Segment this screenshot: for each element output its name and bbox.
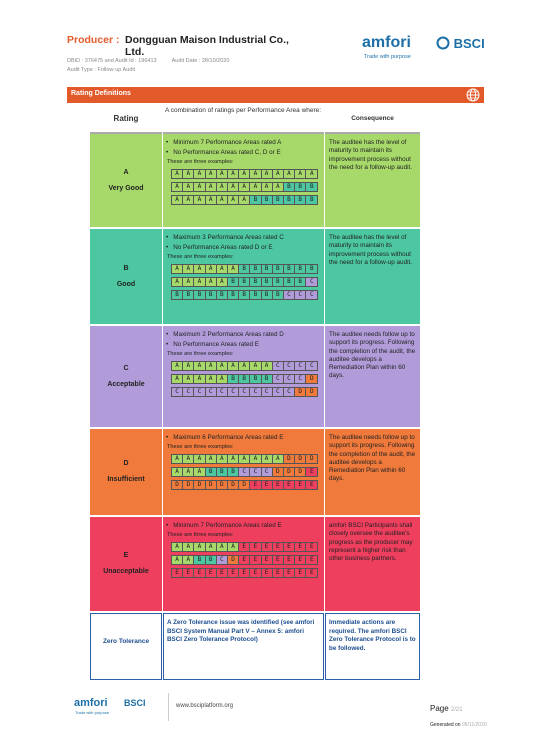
rating-cell: E: [262, 481, 273, 489]
grade-row: [90, 134, 420, 227]
rating-cell: A: [183, 556, 194, 564]
zero-tolerance-label: Zero Tolerance: [90, 613, 162, 680]
grade-cell: [90, 229, 162, 324]
rating-cell: A: [228, 265, 239, 273]
examples-label: These are three examples:: [167, 159, 234, 165]
rating-cell: A: [239, 455, 250, 463]
rating-cell: D: [194, 481, 205, 489]
rating-cell: D: [295, 388, 306, 396]
rating-cell: C: [228, 388, 239, 396]
rating-cell: A: [172, 468, 183, 476]
footer-url[interactable]: www.bsciplatform.org: [176, 703, 234, 709]
rating-cell: C: [262, 468, 273, 476]
rating-cell: A: [250, 183, 261, 191]
rating-cell: B: [194, 556, 205, 564]
zero-tolerance-text: A Zero Tolerance issue was identified (see amfori BSCI System Manual Part V – Annex 5: amfori BSCI Zero Tolerance Protocol): [163, 613, 324, 680]
rating-cell: A: [228, 362, 239, 370]
example-strip: [171, 277, 318, 287]
rating-cell: A: [217, 183, 228, 191]
header-rating: Rating: [90, 104, 162, 134]
rating-cell: D: [284, 455, 295, 463]
rating-cell: B: [250, 291, 261, 299]
rating-cell: B: [217, 468, 228, 476]
rating-cell: A: [206, 183, 217, 191]
examples-label: These are three examples:: [167, 254, 234, 260]
rating-cell: D: [239, 481, 250, 489]
consequence-cell: [325, 229, 420, 324]
rating-cell: D: [295, 455, 306, 463]
rating-cell: A: [273, 170, 284, 178]
zero-tolerance-consequence: Immediate actions are required. The amfori BSCI Zero Tolerance Protocol is to be followed.: [325, 613, 420, 680]
rating-cell: E: [194, 569, 205, 577]
bsci-ring-icon: [436, 36, 450, 50]
example-strip: [171, 361, 318, 371]
examples-label: These are three examples:: [167, 444, 234, 450]
rating-cell: E: [273, 556, 284, 564]
rating-cell: D: [306, 375, 317, 383]
example-strip: [171, 555, 318, 565]
header-combination: A combination of ratings per Performance Area where:: [163, 104, 324, 134]
rating-cell: A: [194, 543, 205, 551]
condition-bullet: • Maximum 6 Performance Areas rated E: [166, 434, 283, 441]
rating-cell: D: [217, 481, 228, 489]
rating-cell: D: [306, 455, 317, 463]
rating-cell: B: [273, 291, 284, 299]
rating-cell: B: [262, 265, 273, 273]
rating-cell: E: [273, 543, 284, 551]
rating-cell: A: [183, 183, 194, 191]
rating-cell: E: [273, 481, 284, 489]
rating-cell: E: [284, 569, 295, 577]
grade-row: [90, 229, 420, 324]
rating-cell: E: [250, 569, 261, 577]
rating-cell: D: [228, 481, 239, 489]
rating-cell: A: [295, 170, 306, 178]
rating-cell: A: [172, 375, 183, 383]
rating-cell: B: [273, 265, 284, 273]
zero-tolerance-row: [90, 613, 420, 680]
rating-cell: E: [262, 569, 273, 577]
rating-cell: C: [239, 388, 250, 396]
rating-cell: A: [172, 278, 183, 286]
example-strip: [171, 568, 318, 578]
rating-cell: B: [284, 278, 295, 286]
rating-cell: E: [262, 543, 273, 551]
rating-cell: A: [206, 278, 217, 286]
grade-cell: [90, 517, 162, 611]
rating-cell: B: [306, 196, 317, 204]
grade-code: B: [123, 264, 129, 272]
rating-cell: B: [250, 278, 261, 286]
amfori-logo: [362, 34, 492, 64]
page-label: Page: [430, 704, 449, 713]
rating-cell: A: [228, 196, 239, 204]
rating-cell: B: [273, 196, 284, 204]
rating-cell: C: [284, 291, 295, 299]
rating-cell: B: [306, 265, 317, 273]
rating-cell: E: [239, 556, 250, 564]
rating-cell: A: [250, 362, 261, 370]
rating-cell: C: [194, 388, 205, 396]
rating-cell: A: [228, 455, 239, 463]
rating-cell: B: [306, 183, 317, 191]
rating-cell: E: [295, 556, 306, 564]
rating-cell: A: [183, 468, 194, 476]
brand-tagline: Trade with purpose: [364, 54, 411, 60]
rating-cell: A: [217, 170, 228, 178]
grade-name: Unacceptable: [103, 568, 149, 575]
rating-cell: B: [194, 291, 205, 299]
rating-cell: A: [217, 543, 228, 551]
rating-cell: C: [273, 362, 284, 370]
grade-row: [90, 429, 420, 515]
grade-name: Acceptable: [107, 380, 145, 388]
rating-cell: E: [273, 569, 284, 577]
header-consequence: Consequence: [325, 104, 420, 134]
rating-cell: A: [194, 455, 205, 463]
generated-date: 05/11/2020: [461, 722, 487, 728]
grade-name: Very Good: [108, 184, 144, 192]
rating-cell: E: [250, 481, 261, 489]
brand-bsci: [436, 36, 485, 51]
grade-row: [90, 517, 420, 611]
rating-cell: D: [228, 556, 239, 564]
rating-cell: B: [239, 265, 250, 273]
rating-cell: B: [228, 278, 239, 286]
example-strip: [171, 374, 318, 384]
rating-cell: B: [262, 375, 273, 383]
rating-cell: E: [239, 543, 250, 551]
rating-cell: C: [273, 388, 284, 396]
rating-cell: B: [239, 291, 250, 299]
rating-cell: A: [194, 196, 205, 204]
combination-cell: [163, 429, 324, 515]
rating-cell: C: [284, 388, 295, 396]
rating-cell: A: [183, 543, 194, 551]
rating-cell: A: [172, 265, 183, 273]
rating-cell: D: [172, 481, 183, 489]
rating-cell: C: [295, 362, 306, 370]
table-header-row: [90, 104, 420, 134]
grade-name: Insufficient: [107, 476, 145, 483]
rating-cell: C: [183, 388, 194, 396]
rating-cell: B: [172, 291, 183, 299]
example-strip: [171, 182, 318, 192]
rating-cell: A: [262, 170, 273, 178]
rating-cell: B: [250, 375, 261, 383]
rating-cell: B: [295, 265, 306, 273]
rating-cell: E: [295, 543, 306, 551]
condition-bullet: • Minimum 7 Performance Areas rated E: [166, 522, 282, 529]
dbid: DBID : 376475 and Audit Id : 196413: [67, 58, 157, 64]
rating-cell: E: [306, 481, 317, 489]
rating-cell: E: [250, 543, 261, 551]
consequence-cell: [325, 134, 420, 227]
rating-cell: A: [206, 196, 217, 204]
rating-cell: A: [194, 170, 205, 178]
grade-name: Good: [116, 280, 136, 288]
example-strip: [171, 387, 318, 397]
combination-cell: [163, 229, 324, 324]
condition-bullet: • No Performance Areas rated D or E: [166, 244, 273, 251]
rating-cell: B: [206, 291, 217, 299]
rating-cell: A: [217, 455, 228, 463]
brand-suffix: BSCI: [453, 36, 485, 51]
rating-cell: A: [262, 183, 273, 191]
rating-cell: A: [183, 375, 194, 383]
rating-cell: B: [250, 265, 261, 273]
rating-cell: C: [262, 388, 273, 396]
rating-cell: A: [284, 170, 295, 178]
combination-cell: [163, 326, 324, 427]
rating-cell: B: [250, 196, 261, 204]
rating-cell: B: [228, 468, 239, 476]
rating-cell: A: [183, 265, 194, 273]
rating-cell: D: [183, 481, 194, 489]
rating-cell: B: [183, 291, 194, 299]
rating-cell: C: [217, 388, 228, 396]
rating-cell: E: [172, 569, 183, 577]
page-indicator: [430, 704, 463, 713]
rating-cell: A: [217, 265, 228, 273]
producer-label: Producer :: [67, 34, 120, 46]
rating-cell: A: [194, 265, 205, 273]
producer-name: Dongguan Maison Industrial Co., Ltd.: [125, 34, 289, 58]
footer-amfori-logo: [74, 697, 159, 717]
rating-cell: B: [262, 196, 273, 204]
condition-bullet: • Maximum 3 Performance Areas rated C: [166, 234, 284, 241]
consequence-text: amfori BSCI Participants shall closely oversee the auditee's progress as the producer may represent a higher risk than other business partners.: [329, 522, 413, 563]
rating-cell: A: [228, 183, 239, 191]
rating-cell: B: [262, 291, 273, 299]
rating-cell: A: [183, 278, 194, 286]
audit-type: Audit Type : Follow-up Audit: [67, 67, 136, 73]
condition-bullet: • No Performance Areas rated E: [166, 341, 259, 348]
rating-cell: B: [228, 291, 239, 299]
rating-cell: E: [228, 569, 239, 577]
section-title: Rating Definitions: [71, 90, 131, 97]
footer-tagline: Trade with purpose: [75, 710, 110, 715]
rating-cell: A: [262, 362, 273, 370]
example-strip: [171, 480, 318, 490]
example-strip: [171, 195, 318, 205]
rating-cell: A: [172, 196, 183, 204]
rating-cell: E: [239, 569, 250, 577]
rating-cell: A: [217, 362, 228, 370]
rating-cell: B: [262, 278, 273, 286]
rating-cell: E: [295, 481, 306, 489]
rating-cell: B: [284, 265, 295, 273]
rating-cell: C: [239, 468, 250, 476]
rating-cell: E: [306, 543, 317, 551]
rating-cell: C: [172, 388, 183, 396]
rating-cell: A: [306, 170, 317, 178]
rating-cell: C: [306, 278, 317, 286]
rating-cell: C: [273, 375, 284, 383]
rating-cell: A: [239, 183, 250, 191]
rating-cell: D: [273, 468, 284, 476]
rating-cell: A: [273, 455, 284, 463]
rating-cell: A: [206, 265, 217, 273]
rating-cell: D: [284, 468, 295, 476]
rating-cell: A: [183, 196, 194, 204]
generated-label: Generated on: [430, 722, 461, 728]
rating-cell: C: [206, 388, 217, 396]
rating-cell: A: [183, 170, 194, 178]
rating-cell: A: [172, 183, 183, 191]
rating-cell: B: [295, 196, 306, 204]
rating-cell: A: [206, 455, 217, 463]
rating-cell: A: [217, 196, 228, 204]
rating-cell: C: [250, 388, 261, 396]
rating-cell: A: [239, 196, 250, 204]
combination-cell: [163, 517, 324, 611]
rating-cell: C: [306, 291, 317, 299]
condition-bullet: • Maximum 2 Performance Areas rated D: [166, 331, 284, 338]
rating-cell: A: [217, 375, 228, 383]
rating-cell: A: [206, 375, 217, 383]
rating-cell: A: [239, 362, 250, 370]
rating-cell: E: [284, 556, 295, 564]
grade-cell: [90, 134, 162, 227]
rating-cell: B: [295, 183, 306, 191]
rating-cell: A: [262, 455, 273, 463]
rating-cell: A: [183, 455, 194, 463]
rating-cell: C: [306, 362, 317, 370]
rating-cell: C: [217, 556, 228, 564]
example-strip: [171, 290, 318, 300]
rating-cell: A: [273, 183, 284, 191]
rating-cell: A: [194, 375, 205, 383]
footer-brand-word: amfori: [74, 697, 108, 709]
rating-cell: A: [194, 183, 205, 191]
brand-word: amfori: [362, 34, 411, 51]
rating-cell: B: [239, 278, 250, 286]
rating-cell: C: [284, 375, 295, 383]
rating-cell: A: [183, 362, 194, 370]
example-strip: [171, 454, 318, 464]
rating-cell: B: [284, 183, 295, 191]
example-strip: [171, 542, 318, 552]
footer-brand-bsci: BSCI: [124, 698, 146, 708]
rating-cell: E: [284, 543, 295, 551]
grade-code: D: [123, 460, 129, 467]
rating-cell: B: [228, 375, 239, 383]
examples-label: These are three examples:: [167, 532, 234, 538]
rating-cell: E: [217, 569, 228, 577]
grade-row: [90, 326, 420, 427]
rating-cell: A: [172, 170, 183, 178]
condition-bullet: • Minimum 7 Performance Areas rated A: [166, 139, 281, 146]
condition-bullet: • No Performance Areas rated C, D or E: [166, 149, 281, 156]
consequence-cell: [325, 429, 420, 515]
grade-code: E: [123, 552, 129, 559]
page-number: 2/21: [450, 707, 463, 713]
consequence-text: The auditee has the level of maturity to maintain its improvement process without the need for a follow-up audit.: [329, 234, 412, 266]
rating-cell: A: [228, 543, 239, 551]
dbid-line: [67, 58, 229, 64]
combination-cell: [163, 134, 324, 227]
rating-cell: C: [284, 362, 295, 370]
rating-cell: A: [206, 362, 217, 370]
example-strip: [171, 467, 318, 477]
rating-cell: E: [306, 556, 317, 564]
rating-cell: E: [295, 569, 306, 577]
rating-cell: A: [172, 455, 183, 463]
rating-cell: C: [250, 468, 261, 476]
rating-cell: B: [206, 468, 217, 476]
rating-cell: E: [306, 468, 317, 476]
rating-cell: C: [295, 375, 306, 383]
rating-cell: E: [306, 569, 317, 577]
rating-cell: E: [206, 569, 217, 577]
rating-cell: A: [239, 170, 250, 178]
example-strip: [171, 264, 318, 274]
rating-cell: A: [194, 468, 205, 476]
consequence-text: The auditee needs follow up to support its progress. Following the completion of the audit, the auditee develops a Remediation Plan within 60 days.: [329, 331, 416, 380]
rating-cell: A: [250, 455, 261, 463]
rating-cell: B: [206, 556, 217, 564]
rating-cell: A: [228, 170, 239, 178]
rating-cell: B: [273, 278, 284, 286]
rating-cell: E: [262, 556, 273, 564]
rating-cell: A: [194, 362, 205, 370]
rating-cell: D: [206, 481, 217, 489]
section-header: [67, 87, 484, 103]
example-strip: [171, 169, 318, 179]
grade-cell: [90, 429, 162, 515]
grade-code: C: [123, 364, 129, 372]
rating-cell: C: [295, 291, 306, 299]
consequence-cell: [325, 326, 420, 427]
generated-on: [430, 722, 487, 728]
rating-cell: E: [183, 569, 194, 577]
audit-date: Audit Date : 28/10/2020: [171, 58, 230, 64]
rating-cell: D: [295, 468, 306, 476]
rating-cell: A: [172, 556, 183, 564]
rating-cell: B: [239, 375, 250, 383]
rating-cell: A: [194, 278, 205, 286]
consequence-text: The auditee needs follow up to support its progress. Following the completion of the audit, the auditee develops a Remediation Plan within 60 days.: [329, 434, 416, 483]
examples-label: These are three examples:: [167, 351, 234, 357]
rating-cell: E: [250, 556, 261, 564]
rating-cell: A: [206, 170, 217, 178]
globe-icon[interactable]: [466, 88, 480, 102]
consequence-cell: [325, 517, 420, 611]
rating-cell: D: [306, 388, 317, 396]
rating-cell: A: [206, 543, 217, 551]
rating-cell: A: [250, 170, 261, 178]
rating-cell: B: [295, 278, 306, 286]
rating-cell: E: [284, 481, 295, 489]
rating-cell: B: [217, 291, 228, 299]
consequence-text: The auditee has the level of maturity to maintain its improvement process without the need for a follow-up audit.: [329, 139, 412, 171]
rating-cell: A: [172, 543, 183, 551]
footer-divider: [168, 693, 169, 721]
rating-cell: A: [172, 362, 183, 370]
grade-code: A: [123, 168, 129, 176]
rating-cell: A: [217, 278, 228, 286]
grade-cell: [90, 326, 162, 427]
rating-cell: B: [284, 196, 295, 204]
